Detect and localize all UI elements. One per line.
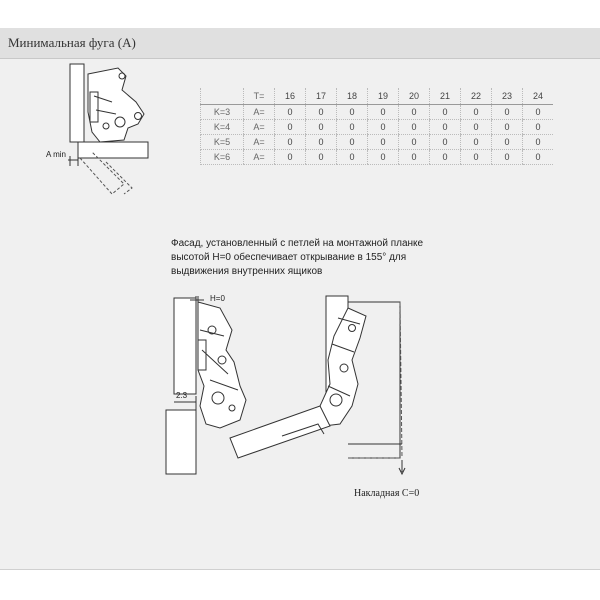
table-cell: 0 — [275, 105, 306, 120]
k-label: K=4 — [201, 120, 244, 135]
note-line: выдвижения внутренних ящиков — [171, 266, 323, 277]
t-value: 21 — [430, 88, 461, 105]
gap-table — [200, 88, 553, 165]
table-cell: 0 — [430, 105, 461, 120]
t-value: 17 — [306, 88, 337, 105]
table-row — [201, 150, 554, 165]
table-cell: 0 — [337, 105, 368, 120]
table-cell: 0 — [306, 105, 337, 120]
a-label: A= — [244, 120, 275, 135]
a-min-label: A min — [46, 150, 67, 159]
table-row — [201, 105, 554, 120]
t-value: 24 — [523, 88, 554, 105]
table-cell: 0 — [492, 120, 523, 135]
table-cell: 0 — [399, 120, 430, 135]
dimension-2-3-label: 2.3 — [176, 391, 188, 400]
t-value: 20 — [399, 88, 430, 105]
table-cell: 0 — [492, 105, 523, 120]
table-cell: 0 — [430, 135, 461, 150]
t-value: 19 — [368, 88, 399, 105]
table-cell: 0 — [492, 135, 523, 150]
k-label: K=5 — [201, 135, 244, 150]
table-cell: 0 — [306, 135, 337, 150]
table-corner — [201, 88, 244, 105]
table-cell: 0 — [306, 150, 337, 165]
section-title: Минимальная фуга (A) — [8, 35, 136, 50]
table-cell: 0 — [275, 120, 306, 135]
section-header — [0, 28, 600, 59]
table-cell: 0 — [275, 135, 306, 150]
table-cell: 0 — [399, 150, 430, 165]
table-cell: 0 — [368, 105, 399, 120]
table-cell: 0 — [399, 135, 430, 150]
a-label: A= — [244, 135, 275, 150]
table-cell: 0 — [492, 150, 523, 165]
table-cell: 0 — [430, 120, 461, 135]
table-cell: 0 — [430, 150, 461, 165]
t-value: 23 — [492, 88, 523, 105]
table-cell: 0 — [523, 120, 554, 135]
table-cell: 0 — [461, 120, 492, 135]
bottom-divider — [0, 569, 600, 570]
mounting-note — [171, 237, 441, 279]
t-label: T= — [244, 88, 275, 105]
table-cell: 0 — [461, 105, 492, 120]
note-line: Фасад, установленный с петлей на монтажной планке — [171, 238, 424, 249]
k-label: K=3 — [201, 105, 244, 120]
open-hinge-diagram — [220, 288, 420, 488]
table-row — [201, 120, 554, 135]
overlay-caption: Накладная С=0 — [354, 488, 420, 499]
table-cell: 0 — [275, 150, 306, 165]
a-label: A= — [244, 150, 275, 165]
table-cell: 0 — [368, 120, 399, 135]
table-cell: 0 — [461, 150, 492, 165]
table-cell: 0 — [523, 135, 554, 150]
table-cell: 0 — [461, 135, 492, 150]
table-cell: 0 — [306, 120, 337, 135]
t-value: 22 — [461, 88, 492, 105]
table-cell: 0 — [337, 150, 368, 165]
a-label: A= — [244, 105, 275, 120]
h-zero-label: H=0 — [210, 294, 225, 303]
table-header-row — [201, 88, 554, 105]
table-cell: 0 — [337, 120, 368, 135]
table-cell: 0 — [368, 135, 399, 150]
t-value: 16 — [275, 88, 306, 105]
table-cell: 0 — [368, 150, 399, 165]
table-cell: 0 — [337, 135, 368, 150]
table-cell: 0 — [399, 105, 430, 120]
min-gap-diagram — [40, 62, 160, 212]
table-cell: 0 — [523, 150, 554, 165]
k-label: K=6 — [201, 150, 244, 165]
table-cell: 0 — [523, 105, 554, 120]
table-row — [201, 135, 554, 150]
t-value: 18 — [337, 88, 368, 105]
note-line: высотой H=0 обеспечивает открывание в 155° для — [171, 252, 407, 263]
